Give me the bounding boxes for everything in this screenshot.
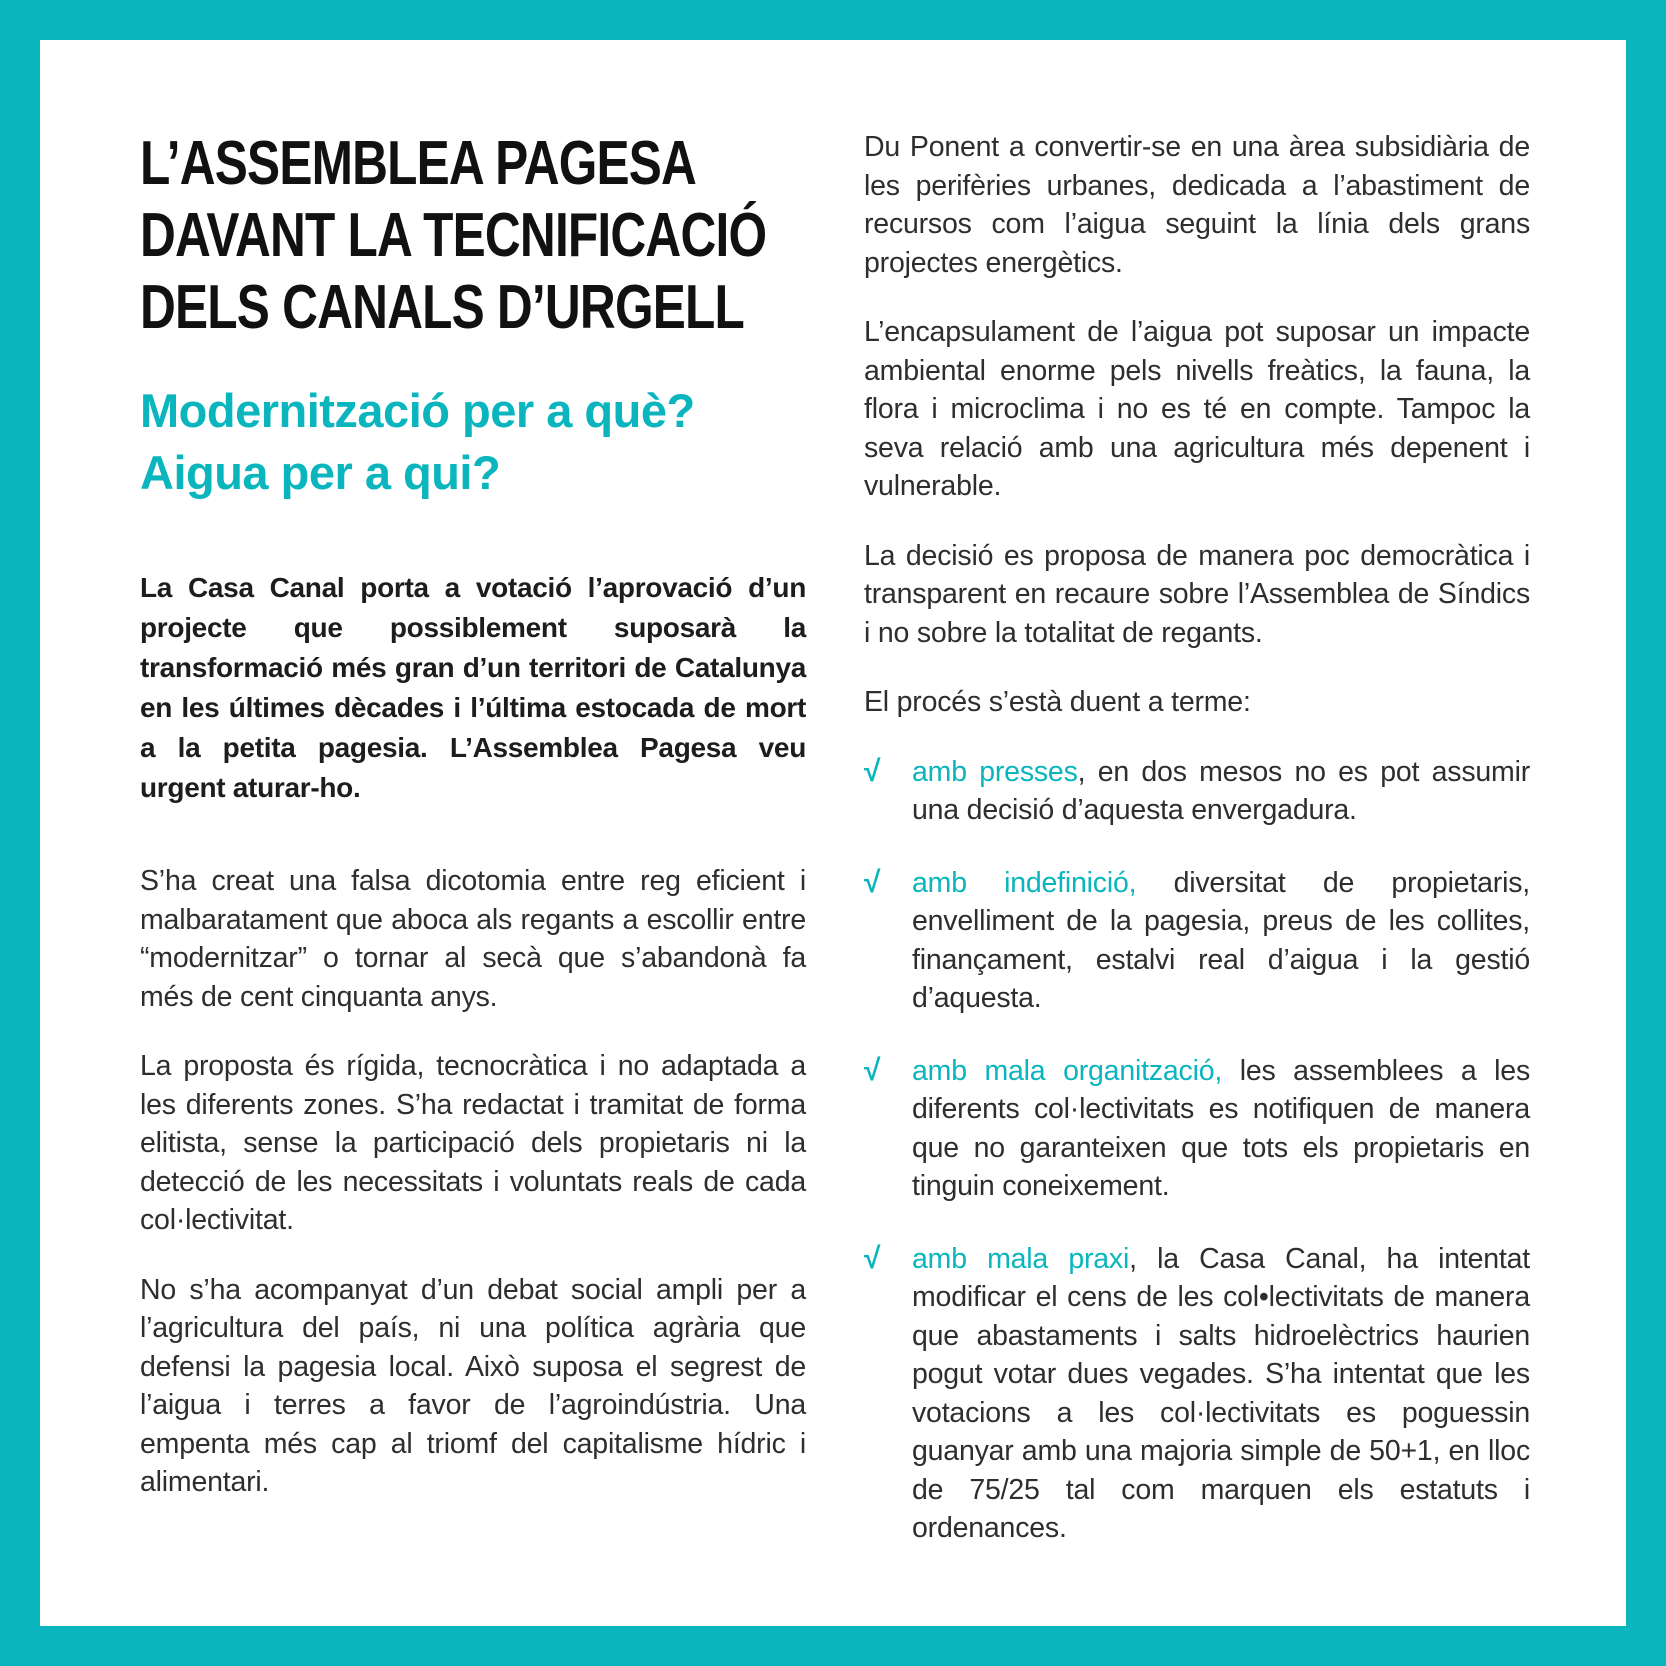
checklist-item — [864, 1240, 1530, 1548]
check-icon: √ — [864, 1241, 881, 1275]
body-paragraph: Du Ponent a convertir-se en una àrea subsidiària de les perifèries urbanes, dedicada a l’abastiment de recursos com l’aigua seguint la línia dels grans projectes energètics. — [864, 131, 1530, 279]
checklist-item — [864, 864, 1530, 1018]
flyer-content — [40, 40, 1626, 1626]
check-icon: √ — [864, 754, 881, 788]
checklist-rest: diversitat de propietaris, envelliment de la pagesia, preus de les collites, finançament, estalvi real d’aigua i la gestió d’aquesta. — [912, 866, 1530, 1014]
right-column — [864, 128, 1530, 1586]
check-icon: √ — [864, 1053, 881, 1087]
subhead-line-1: Modernització per a què? — [140, 384, 695, 437]
checklist-item-text — [912, 864, 1530, 1018]
headline-line-1: L’ASSEMBLEA PAGESA — [140, 129, 697, 198]
lead-paragraph: La Casa Canal porta a votació l’aprovació d’un projecte que possiblement suposarà la transformació més gran d’un territori de Catalunya en les últimes dècades i l’última estocada de mort a la petita pagesia. L’Assemblea Pagesa veu urgent aturar-ho. — [140, 572, 806, 803]
left-column — [140, 128, 806, 1586]
headline-line-2: DAVANT LA TECNIFICACIÓ — [140, 201, 767, 270]
checklist-lead: amb presses — [912, 755, 1078, 788]
checklist-intro: El procés s’està duent a terme: — [864, 686, 1251, 718]
headline-line-3: DELS CANALS D’URGELL — [140, 273, 744, 342]
check-icon: √ — [864, 865, 881, 899]
subhead-line-2: Aigua per a qui? — [140, 446, 501, 499]
body-paragraph: La decisió es proposa de manera poc democràtica i transparent en recaure sobre l’Assemblea de Síndics i no sobre la totalitat de regants. — [864, 539, 1530, 649]
checklist-item-text — [912, 753, 1530, 830]
checklist-rest: , la Casa Canal, ha intentat modificar el cens de les col•lectivitats de manera que abastaments i salts hidroelèctrics haurien pogut votar dues vegades. S’ha intentat que les votacions a les col·lectivitats es poguessin guanyar amb una majoria simple de 50+1, en lloc de 75/25 tal com marquen els estatuts i ordenances. — [912, 1242, 1530, 1544]
checklist-item-text — [912, 1052, 1530, 1206]
checklist-item — [864, 1052, 1530, 1206]
checklist-item — [864, 753, 1530, 830]
checklist-lead: amb mala organització, — [912, 1054, 1223, 1087]
checklist-rest: les assemblees a les diferents col·lectivitats es notifiquen de manera que no garanteixen que tots els propietaris en tinguin coneixement. — [912, 1054, 1530, 1202]
body-paragraph: No s’ha acompanyat d’un debat social ampli per a l’agricultura del país, ni una política agrària que defensi la pagesia local. Això suposa el segrest de l’aigua i terres a favor de l’agroindústria. Una empenta més cap al triomf del capitalisme hídric i alimentari. — [140, 1273, 806, 1498]
sub-headline — [140, 380, 806, 504]
body-paragraph: L’encapsulament de l’aigua pot suposar un impacte ambiental enorme pels nivells freàtics, la fauna, la flora i microclima i no es té en compte. Tampoc la seva relació amb una agricultura més depenent i vulnerable. — [864, 316, 1530, 502]
checklist-rest: , en dos mesos no es pot assumir una decisió d’aquesta envergadura. — [912, 755, 1530, 826]
checklist-item-text — [912, 1240, 1530, 1548]
body-paragraph: S’ha creat una falsa dicotomia entre reg eficient i malbaratament que aboca als regants a escollir entre “modernitzar” o tornar al secà que s’abandonà fa més de cent cinquanta anys. — [140, 865, 806, 1013]
body-paragraph: La proposta és rígida, tecnocràtica i no adaptada a les diferents zones. S’ha redactat i tramitat de forma elitista, sense la participació dels propietaris ni la detecció de les necessitats i voluntats reals de cada col·lectivitat. — [140, 1050, 806, 1236]
checklist-lead: amb indefinició, — [912, 866, 1137, 899]
checklist-lead: amb mala praxi — [912, 1242, 1130, 1275]
page-title — [140, 128, 806, 344]
